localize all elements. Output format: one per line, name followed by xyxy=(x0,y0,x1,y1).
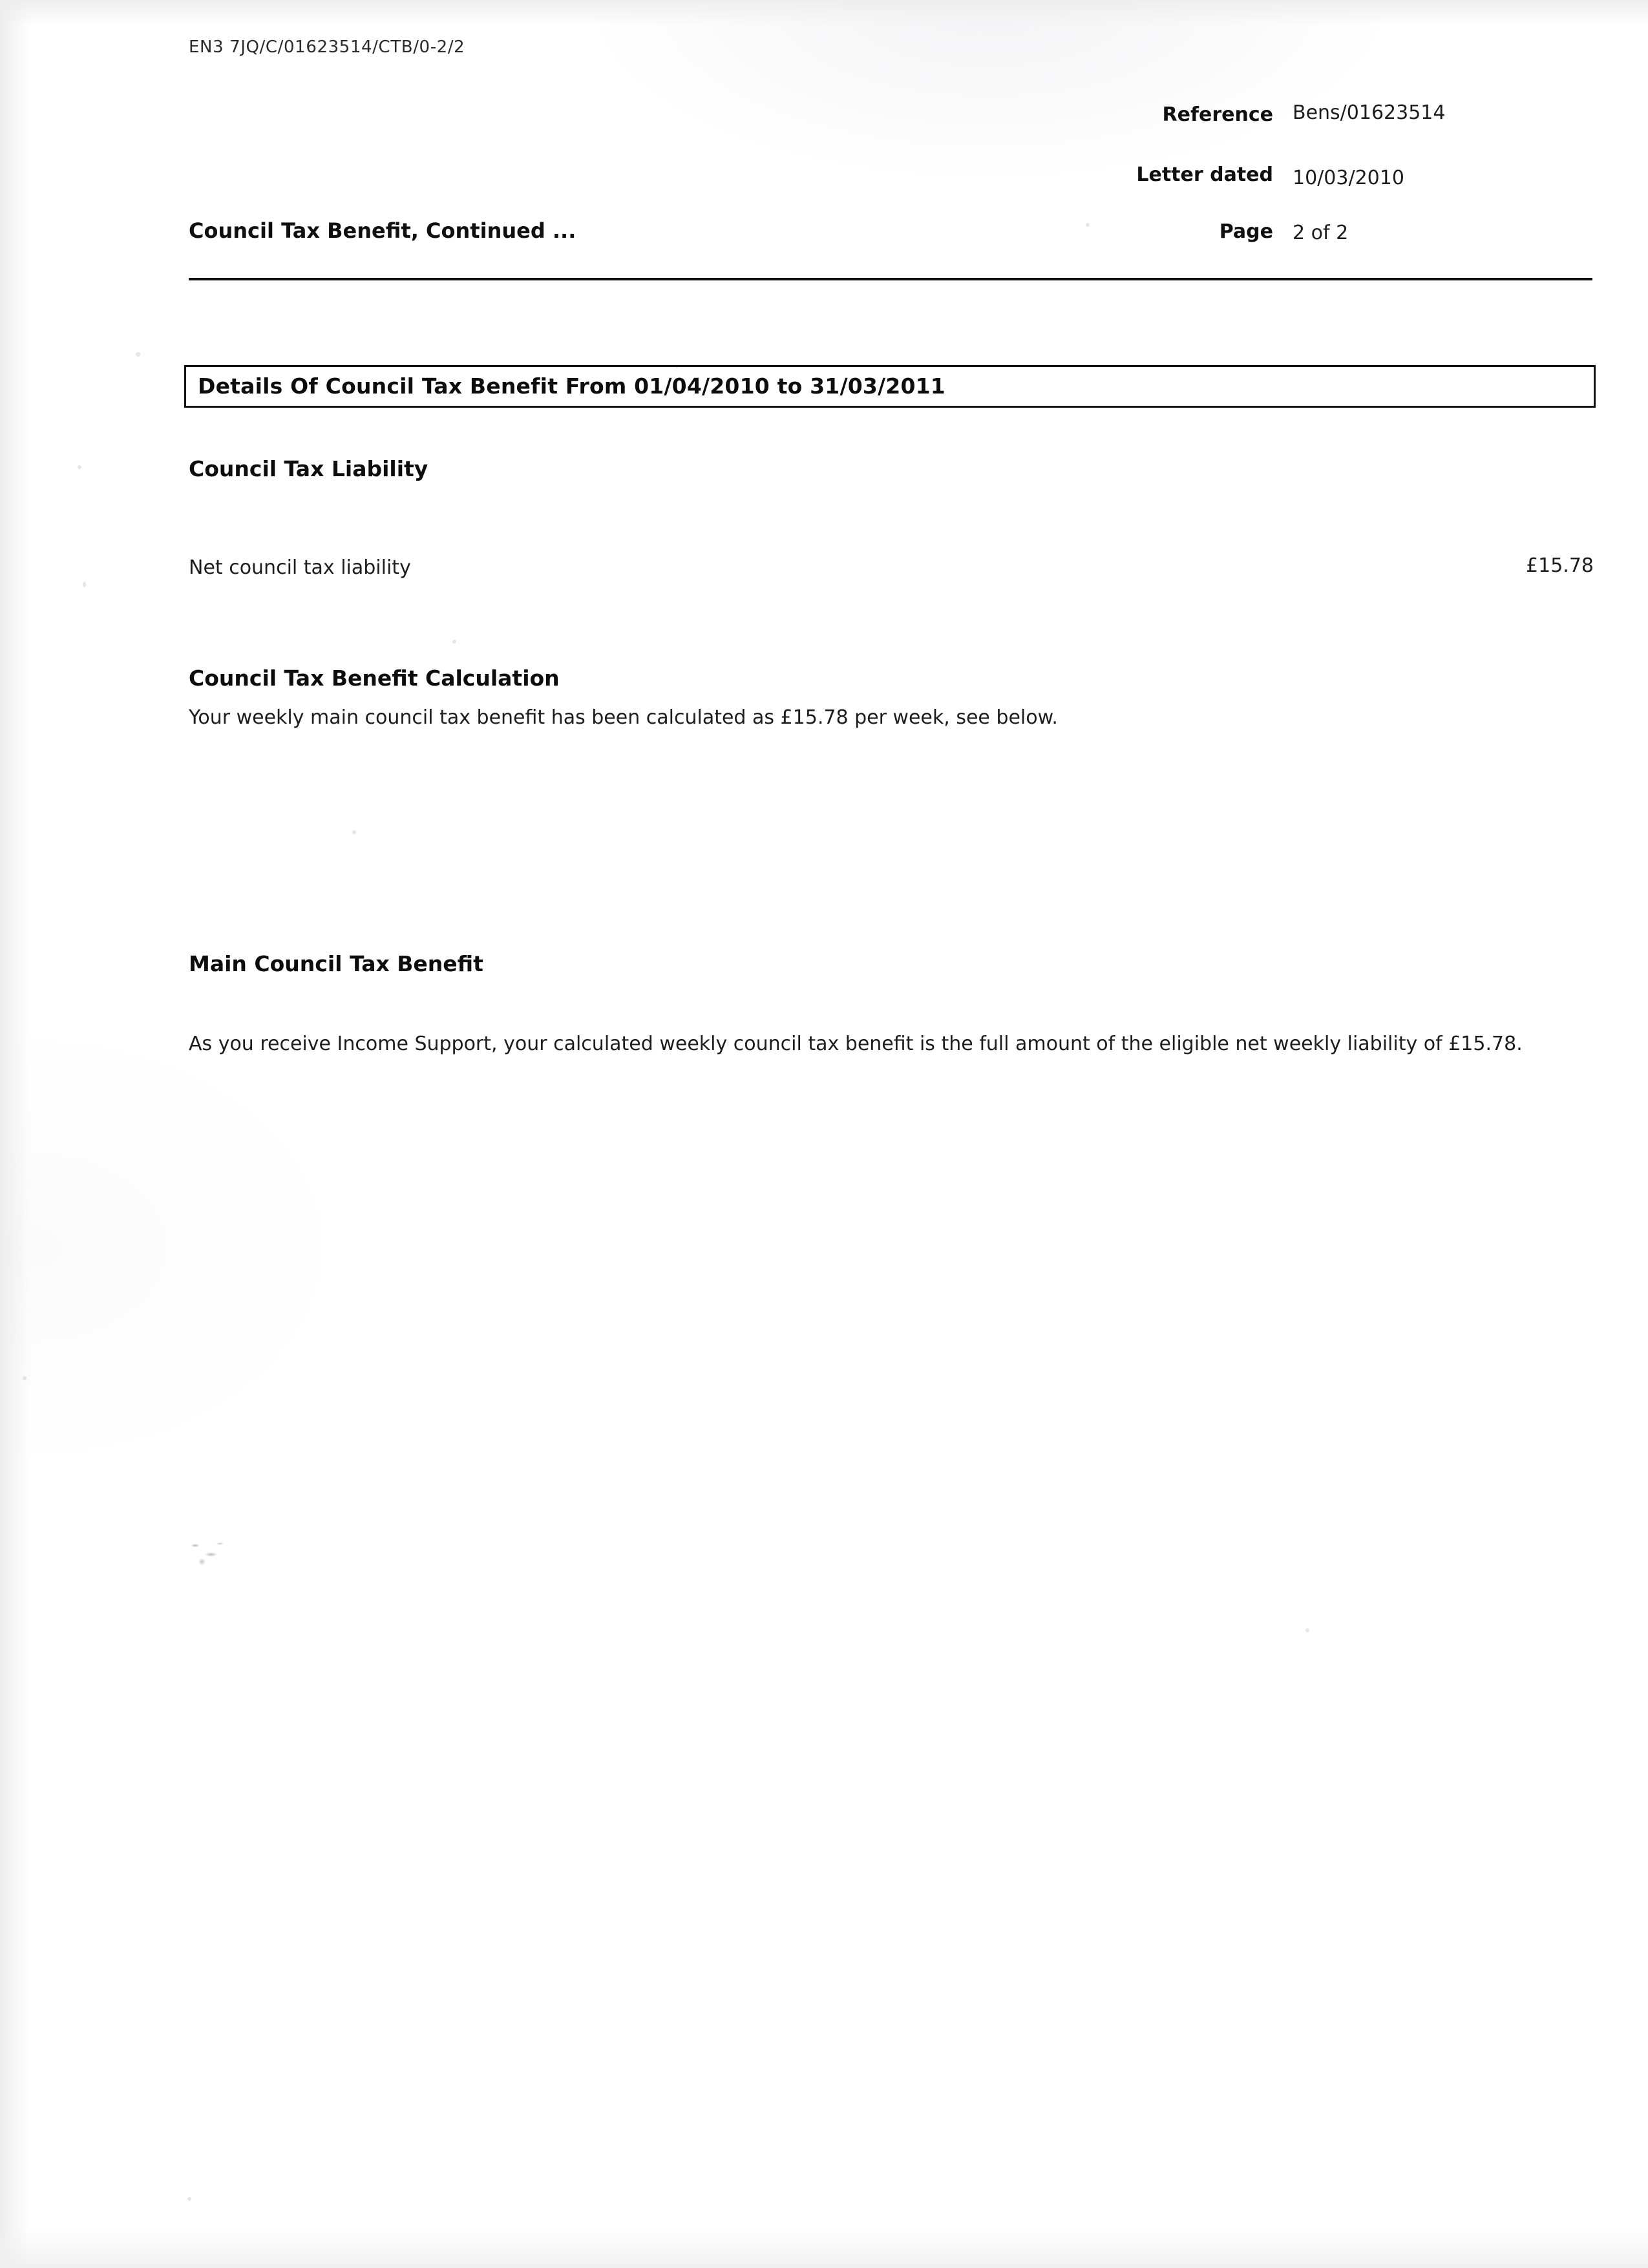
scan-smudge xyxy=(186,1535,231,1571)
page-value: 2 of 2 xyxy=(1293,222,1349,244)
header-divider-rule xyxy=(189,278,1592,280)
scan-speck xyxy=(352,830,356,834)
scan-speck xyxy=(452,640,456,644)
letter-dated-label: Letter dated xyxy=(1136,163,1273,186)
page-edge-shading-left xyxy=(0,0,30,2268)
letter-dated-value: 10/03/2010 xyxy=(1293,167,1404,189)
reference-label: Reference xyxy=(1162,103,1273,126)
scan-speck xyxy=(23,1376,26,1380)
scan-speck xyxy=(78,465,81,469)
net-liability-label: Net council tax liability xyxy=(189,556,411,579)
continued-title: Council Tax Benefit, Continued ... xyxy=(189,218,576,243)
benefit-calculation-text: Your weekly main council tax benefit has been calculated as £15.78 per week, see below. xyxy=(189,706,1058,729)
scan-speck xyxy=(83,582,86,587)
heading-council-tax-liability: Council Tax Liability xyxy=(189,456,428,481)
heading-benefit-calculation: Council Tax Benefit Calculation xyxy=(189,666,560,691)
details-banner-box xyxy=(184,365,1596,408)
page-edge-shading-top xyxy=(0,0,1648,26)
scan-speck xyxy=(136,352,140,357)
heading-main-council-tax-benefit: Main Council Tax Benefit xyxy=(189,951,483,976)
reference-value: Bens/01623514 xyxy=(1293,101,1446,124)
scan-speck xyxy=(187,2197,191,2201)
scan-speck xyxy=(1305,1628,1309,1632)
page-edge-shading-bottom xyxy=(0,2229,1648,2268)
net-liability-amount: £15.78 xyxy=(1526,554,1594,577)
document-reference-code: EN3 7JQ/C/01623514/CTB/0-2/2 xyxy=(189,37,465,57)
main-benefit-paragraph: As you receive Income Support, your calculated weekly council tax benefit is the full amount of the eligible net weekly liability of £15.78. xyxy=(189,1033,1523,1055)
page-label: Page xyxy=(1219,220,1273,243)
details-banner-text: Details Of Council Tax Benefit From 01/04/2010 to 31/03/2011 xyxy=(198,373,945,399)
